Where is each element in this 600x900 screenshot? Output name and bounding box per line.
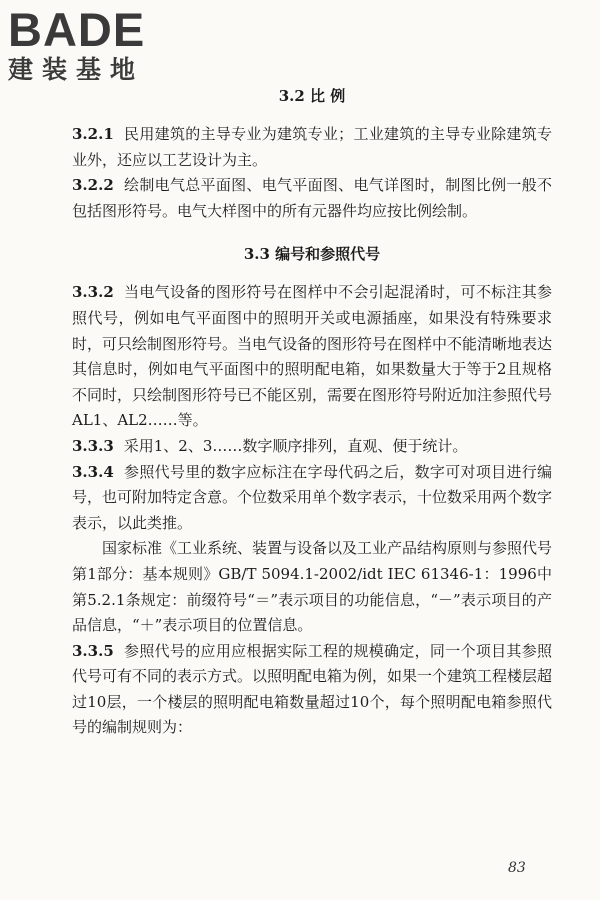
clause-3-3-4 — [72, 460, 552, 537]
page-body — [72, 84, 552, 741]
section-title-3-2: 3.2 比 例 — [278, 87, 346, 105]
clause-text: 民用建筑的主导专业为建筑专业；工业建筑的主导专业除建筑专业外，还应以工艺设计为主。 — [72, 125, 552, 169]
clause-3-2-2 — [72, 173, 552, 224]
clause-3-3-2 — [72, 280, 552, 434]
clause-text: 采用1、2、3……数字顺序排列，直观、便于统计。 — [123, 436, 468, 455]
clause-number: 3.3.3 — [72, 436, 114, 455]
clause-3-2-1 — [72, 122, 552, 173]
section-title-3-3: 3.3 编号和参照代号 — [243, 245, 381, 264]
clause-3-3-3 — [72, 434, 552, 460]
clause-number: 3.3.5 — [72, 641, 114, 660]
clause-number: 3.3.4 — [72, 462, 114, 481]
clause-text: 当电气设备的图形符号在图样中不会引起混淆时，可不标注其参照代号，例如电气平面图中的照明开关或电源插座，如果没有特殊要求时，可只绘制图形符号。当电气设备的图形符号在图样中不能清晰地表达其信息时，例如电气平面图中的照明配电箱，如果数量大于等于2且规格不同时，只绘制图形符号已不能区别，需要在图形符号附近加注参照代号AL1、AL2……等。 — [72, 283, 553, 430]
clause-text: 绘制电气总平面图、电气平面图、电气详图时，制图比例一般不包括图形符号。电气大样图中的所有元器件均应按比例绘制。 — [72, 176, 552, 220]
clause-number: 3.2.1 — [72, 125, 114, 143]
clause-number: 3.3.2 — [72, 283, 114, 302]
clause-number: 3.2.2 — [72, 176, 114, 195]
logo-chinese-name: 建装基地 — [8, 55, 145, 84]
clause-text: 参照代号里的数字应标注在字母代码之后，数字可对项目进行编号，也可附加特定含意。个位数采用单个数字表示，十位数采用两个数字表示，以此类推。 — [72, 462, 553, 532]
clause-text: 参照代号的应用应根据实际工程的规模确定，同一个项目其参照代号可有不同的表示方式。以照明配电箱为例，如果一个建筑工程楼层超过10层，一个楼层的照明配电箱数量超过10个，每个照明配电箱参照代号的编制规则为： — [72, 641, 553, 737]
page-number: 83 — [508, 860, 526, 876]
logo-wordmark: BADE — [8, 3, 146, 56]
clause-3-3-5 — [72, 639, 552, 741]
publisher-logo — [8, 3, 188, 84]
standard-reference-paragraph: 国家标准《工业系统、装置与设备以及工业产品结构原则与参照代号 第1部分：基本规则》GB/T 5094.1-2002/idt IEC 61346-1：1996中第5.2.1条规定：前缀符号“＝”表示项目的功能信息，“－”表示项目的产品信息，“＋”表示项目的位置信息。 — [72, 539, 553, 635]
